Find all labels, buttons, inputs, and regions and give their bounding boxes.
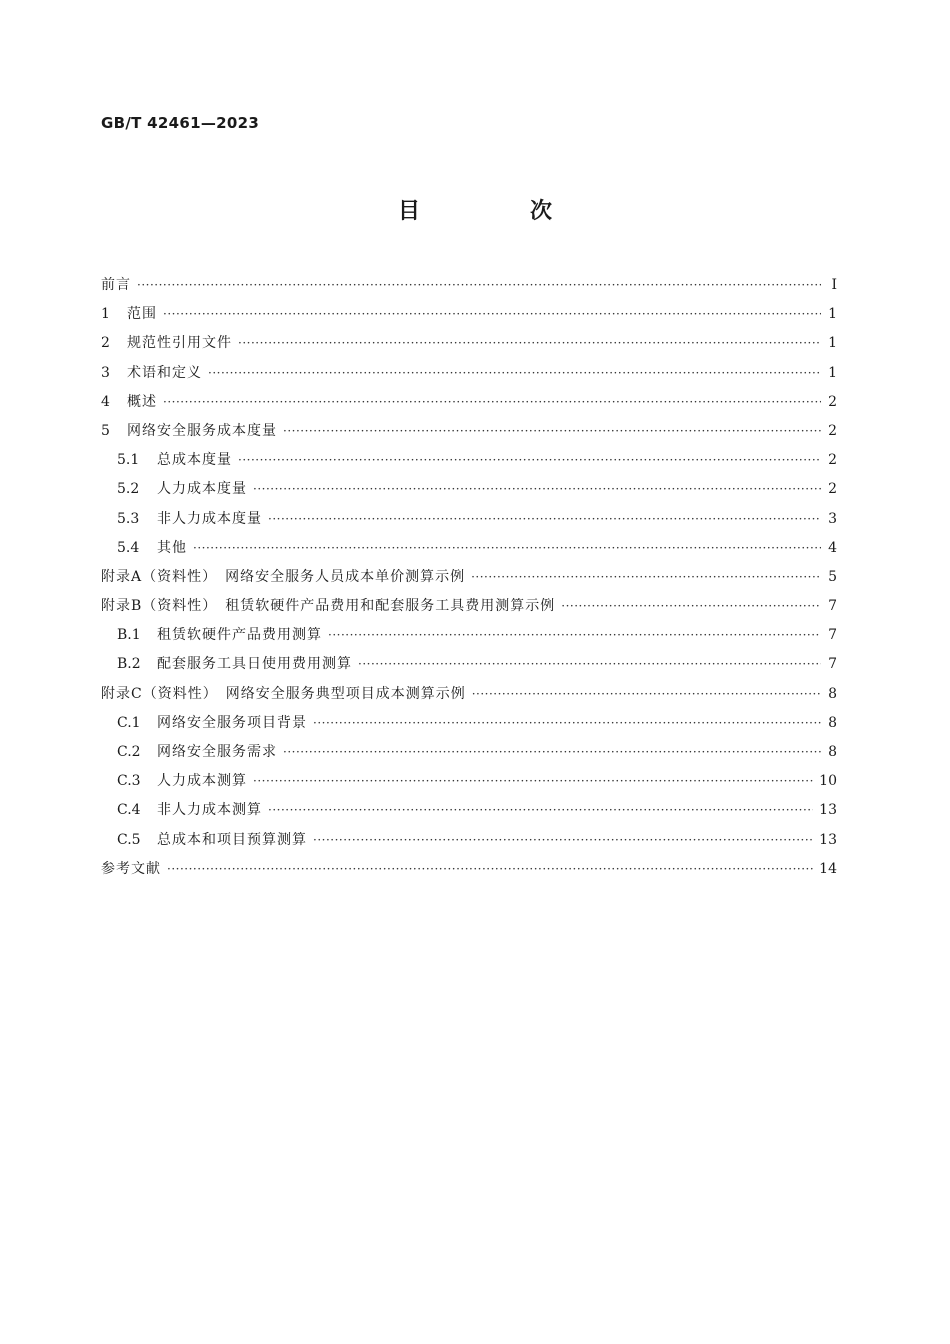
toc-entry-title: 范围 <box>127 306 157 323</box>
table-of-contents <box>101 271 837 884</box>
toc-entry-title: 网络安全服务需求 <box>157 744 277 760</box>
toc-entry-page: 8 <box>828 714 837 731</box>
toc-entry-number: C.3 <box>117 773 141 790</box>
toc-entry-title: 总成本和项目预算测算 <box>157 831 307 848</box>
toc-entry[interactable] <box>101 475 837 504</box>
toc-entry-number: 5 <box>101 422 110 439</box>
dot-leader <box>313 709 821 738</box>
dot-leader <box>268 796 813 825</box>
toc-entry-page: 7 <box>828 627 837 644</box>
toc-entry[interactable] <box>101 446 837 475</box>
page-title: 目 次 <box>397 199 596 224</box>
toc-entry-page: 1 <box>828 335 837 352</box>
toc-entry-title: 网络安全服务项目背景 <box>157 714 307 731</box>
toc-entry[interactable] <box>101 271 837 300</box>
toc-entry-page: 2 <box>828 422 837 439</box>
dot-leader <box>472 680 821 709</box>
dot-leader <box>238 446 821 475</box>
toc-entry-page: 4 <box>828 539 837 556</box>
dot-leader <box>163 388 821 417</box>
toc-entry-number: 5.2 <box>117 481 140 498</box>
toc-entry-page: 13 <box>819 831 837 848</box>
toc-entry-title: 网络安全服务成本度量 <box>127 422 277 439</box>
toc-entry[interactable] <box>101 359 837 388</box>
toc-entry-page: 2 <box>828 481 837 498</box>
toc-entry[interactable] <box>101 709 837 738</box>
toc-entry-page: 10 <box>819 773 837 790</box>
toc-entry-title: 概述 <box>127 393 157 410</box>
dot-leader <box>328 621 821 650</box>
toc-entry-title: 术语和定义 <box>127 364 202 381</box>
toc-entry[interactable] <box>101 826 837 855</box>
toc-entry-title: 附录B（资料性） 租赁软硬件产品费用和配套服务工具费用测算示例 <box>101 598 556 615</box>
dot-leader <box>313 826 813 855</box>
toc-entry[interactable] <box>101 650 837 679</box>
toc-entry-number: B.2 <box>117 656 141 673</box>
toc-entry-title: 非人力成本测算 <box>157 802 262 819</box>
toc-entry-number: 5.3 <box>117 510 140 527</box>
dot-leader <box>253 475 821 504</box>
toc-entry-page: 7 <box>828 598 837 615</box>
toc-entry[interactable] <box>101 505 837 534</box>
dot-leader <box>268 505 821 534</box>
toc-entry-title: 人力成本度量 <box>157 481 247 498</box>
toc-entry-page: 2 <box>828 452 837 469</box>
toc-entry[interactable] <box>101 621 837 650</box>
toc-entry[interactable] <box>101 563 837 592</box>
toc-entry-page: 1 <box>828 364 837 381</box>
toc-entry-page: 8 <box>828 685 837 702</box>
toc-entry-title: 前言 <box>101 277 131 293</box>
toc-entry[interactable] <box>101 738 837 767</box>
dot-leader <box>471 563 821 592</box>
toc-entry-title: 其他 <box>157 539 187 556</box>
dot-leader <box>163 300 821 329</box>
toc-entry[interactable] <box>101 767 837 796</box>
toc-entry-number: C.5 <box>117 831 141 848</box>
toc-entry-number: C.2 <box>117 744 141 760</box>
standard-code: GB/T 42461—2023 <box>101 114 260 132</box>
dot-leader <box>358 650 821 679</box>
dot-leader <box>561 592 821 621</box>
toc-entry[interactable] <box>101 680 837 709</box>
toc-entry-title: 参考文献 <box>101 860 161 877</box>
toc-entry-title: 附录C（资料性） 网络安全服务典型项目成本测算示例 <box>101 685 466 702</box>
toc-entry[interactable] <box>101 534 837 563</box>
toc-entry[interactable] <box>101 796 837 825</box>
dot-leader <box>193 534 821 563</box>
toc-entry-page: 2 <box>828 393 837 410</box>
dot-leader <box>253 767 813 796</box>
toc-entry-number: 2 <box>101 335 110 352</box>
toc-entry-number: 3 <box>101 364 110 381</box>
toc-entry[interactable] <box>101 592 837 621</box>
toc-entry-number: 5.1 <box>117 452 140 469</box>
toc-entry[interactable] <box>101 855 837 884</box>
toc-entry-page: 5 <box>828 568 837 585</box>
toc-entry-page: 3 <box>828 510 837 527</box>
toc-entry-page: Ⅰ <box>831 277 837 293</box>
toc-entry-number: B.1 <box>117 627 141 644</box>
toc-entry-number: C.1 <box>117 714 141 731</box>
toc-entry-page: 8 <box>828 744 837 760</box>
toc-entry-title: 非人力成本度量 <box>157 510 262 527</box>
toc-entry-title: 附录A（资料性） 网络安全服务人员成本单价测算示例 <box>101 568 466 585</box>
dot-leader <box>167 855 813 884</box>
toc-entry[interactable] <box>101 300 837 329</box>
toc-entry[interactable] <box>101 417 837 446</box>
toc-entry-title: 配套服务工具日使用费用测算 <box>157 656 352 673</box>
dot-leader <box>283 417 821 446</box>
toc-entry-title: 人力成本测算 <box>157 773 247 790</box>
toc-entry-title: 总成本度量 <box>157 452 232 469</box>
toc-entry-title: 规范性引用文件 <box>127 335 232 352</box>
dot-leader <box>208 359 821 388</box>
toc-entry[interactable] <box>101 329 837 358</box>
dot-leader <box>283 738 821 767</box>
dot-leader <box>137 271 821 300</box>
dot-leader <box>238 329 821 358</box>
toc-entry-page: 1 <box>828 306 837 323</box>
toc-entry-title: 租赁软硬件产品费用测算 <box>157 627 322 644</box>
toc-entry-number: 5.4 <box>117 539 140 556</box>
toc-entry-page: 14 <box>819 860 837 877</box>
toc-entry-page: 7 <box>828 656 837 673</box>
toc-entry[interactable] <box>101 388 837 417</box>
toc-entry-page: 13 <box>819 802 837 819</box>
toc-entry-number: 1 <box>101 306 110 323</box>
toc-entry-number: C.4 <box>117 802 141 819</box>
toc-entry-number: 4 <box>101 393 110 410</box>
